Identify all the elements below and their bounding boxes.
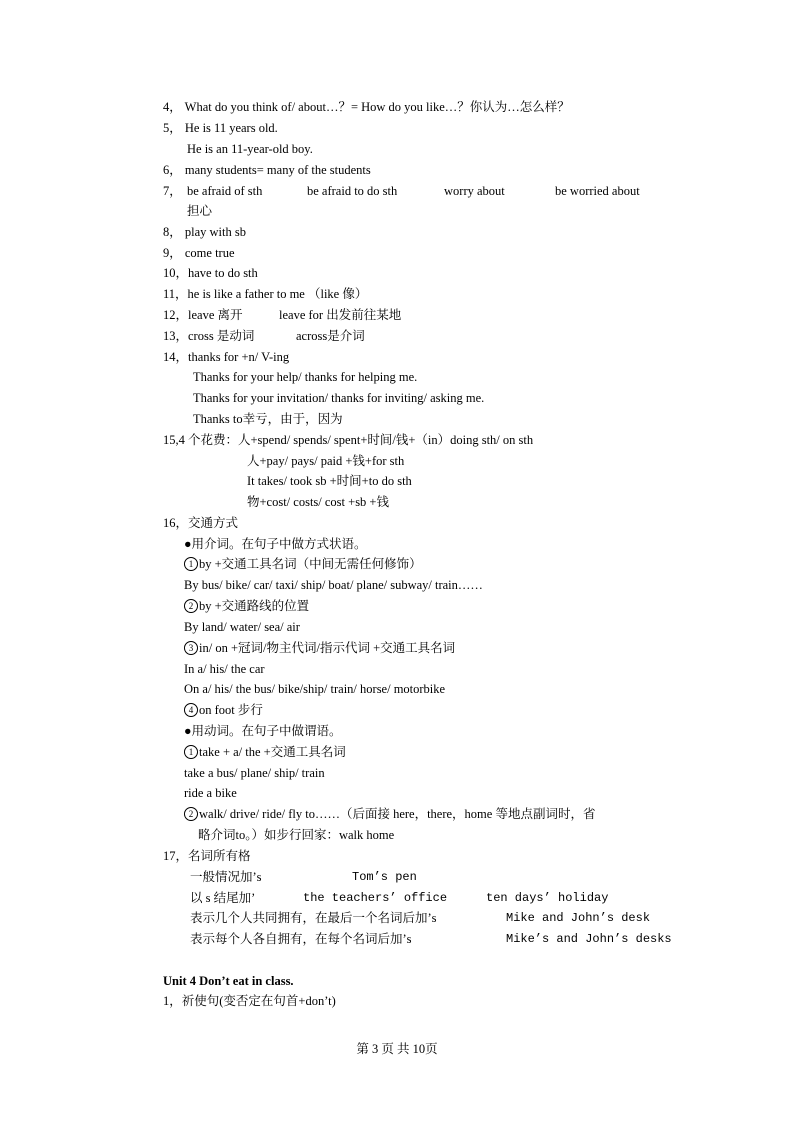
item-16-rule-3: 3 in/ on +冠词/物主代词/指示代词 +交通工具名词: [184, 640, 455, 656]
circled-number-icon: 4: [184, 703, 198, 717]
item-17-example-3: Mike and John’s desk: [506, 911, 651, 925]
circled-number-icon: 2: [184, 599, 198, 613]
item-15-cost: 物+cost/ costs/ cost +sb +钱: [247, 495, 389, 509]
item-16-rule-5-example-2: ride a bike: [184, 786, 237, 800]
item-16-rule-2: 2 by +交通路线的位置: [184, 598, 309, 614]
item-17-rule-4: 表示每个人各自拥有，在每个名词后加’s: [190, 932, 412, 946]
item-4: 4， What do you think of/ about…？= How do you like…？你认为…怎么样？: [163, 100, 570, 114]
item-7-phrase-a: be afraid of sth: [187, 184, 263, 198]
item-16-rule-2-example: By land/ water/ sea/ air: [184, 620, 300, 634]
item-8: 8， play with sb: [163, 225, 246, 239]
item-6: 6， many students= many of the students: [163, 163, 371, 177]
item-12-a: 12，leave 离开: [163, 308, 243, 322]
item-15: 15,4 个花费：人+spend/ spends/ spent+时间/钱+（in）doing sth/ on sth: [163, 433, 534, 447]
item-16-rule-1: 1 by +交通工具名词（中间无需任何修饰）: [184, 556, 422, 572]
item-17-example-1: Tom’s pen: [352, 870, 417, 884]
item-17-example-4: Mike’s and John’s desks: [506, 932, 672, 946]
item-13-a: 13，cross 是动词: [163, 329, 255, 343]
item-7-phrase-b: be afraid to do sth: [307, 184, 398, 198]
unit-heading: Unit 4 Don’t eat in class.: [163, 974, 294, 988]
item-16-point-2: ●用动词。在句子中做谓语。: [184, 724, 342, 738]
item-11: 11，he is like a father to me （like 像）: [163, 287, 368, 301]
item-16-rule-3-example-2: On a/ his/ the bus/ bike/ship/ train/ horse/ motorbike: [184, 682, 446, 696]
item-17-example-2b: ten days’ holiday: [486, 891, 609, 905]
circled-number-icon: 3: [184, 641, 198, 655]
circled-number-icon: 1: [184, 557, 198, 571]
item-14: 14，thanks for +n/ V-ing: [163, 350, 290, 364]
item-17-example-2a: the teachers’ office: [303, 891, 448, 905]
item-13-b: across是介词: [296, 329, 365, 343]
item-16-point-1: ●用介词。在句子中做方式状语。: [184, 537, 367, 551]
item-14-example-3: Thanks to幸亏，由于，因为: [193, 412, 343, 426]
item-15-take: It takes/ took sb +时间+to do sth: [247, 474, 412, 488]
item-9: 9， come true: [163, 246, 235, 260]
circled-number-icon: 2: [184, 807, 198, 821]
unit-4-item-1: 1，祈使句(变否定在句首+don’t): [163, 994, 336, 1008]
item-16-rule-5: 1 take + a/ the +交通工具名词: [184, 744, 346, 760]
item-14-example-1: Thanks for your help/ thanks for helping me.: [193, 370, 418, 384]
item-16-rule-6: 2 walk/ drive/ ride/ fly to……（后面接 here，there，home 等地点副词时，省: [184, 806, 595, 822]
item-16: 16，交通方式: [163, 516, 239, 530]
item-17-rule-1: 一般情况加’s: [190, 870, 262, 884]
item-7-phrase-c: worry about: [444, 184, 505, 198]
item-17-rule-3: 表示几个人共同拥有，在最后一个名词后加’s: [190, 911, 437, 925]
item-16-rule-1-example: By bus/ bike/ car/ taxi/ ship/ boat/ plane/ subway/ train……: [184, 578, 483, 592]
item-5-example: He is an 11-year-old boy.: [187, 142, 313, 156]
circled-number-icon: 1: [184, 745, 198, 759]
item-7-number: 7，: [163, 184, 182, 198]
item-14-example-2: Thanks for your invitation/ thanks for inviting/ asking me.: [193, 391, 485, 405]
item-16-rule-4: 4 on foot 步行: [184, 702, 263, 718]
item-15-pay: 人+pay/ pays/ paid +钱+for sth: [247, 454, 405, 468]
item-12-b: leave for 出发前往某地: [279, 308, 402, 322]
item-17-rule-2: 以 s 结尾加’: [190, 891, 256, 905]
item-10: 10，have to do sth: [163, 266, 258, 280]
page-footer: 第 3 页 共 10页: [356, 1042, 438, 1056]
item-16-rule-6-cont: 略介词to。）如步行回家：walk home: [198, 828, 395, 842]
item-5: 5， He is 11 years old.: [163, 121, 278, 135]
item-16-rule-3-example-1: In a/ his/ the car: [184, 662, 265, 676]
item-7-meaning: 担心: [187, 204, 213, 218]
item-16-rule-5-example-1: take a bus/ plane/ ship/ train: [184, 766, 325, 780]
item-7-phrase-d: be worried about: [555, 184, 640, 198]
item-17: 17，名词所有格: [163, 849, 251, 863]
